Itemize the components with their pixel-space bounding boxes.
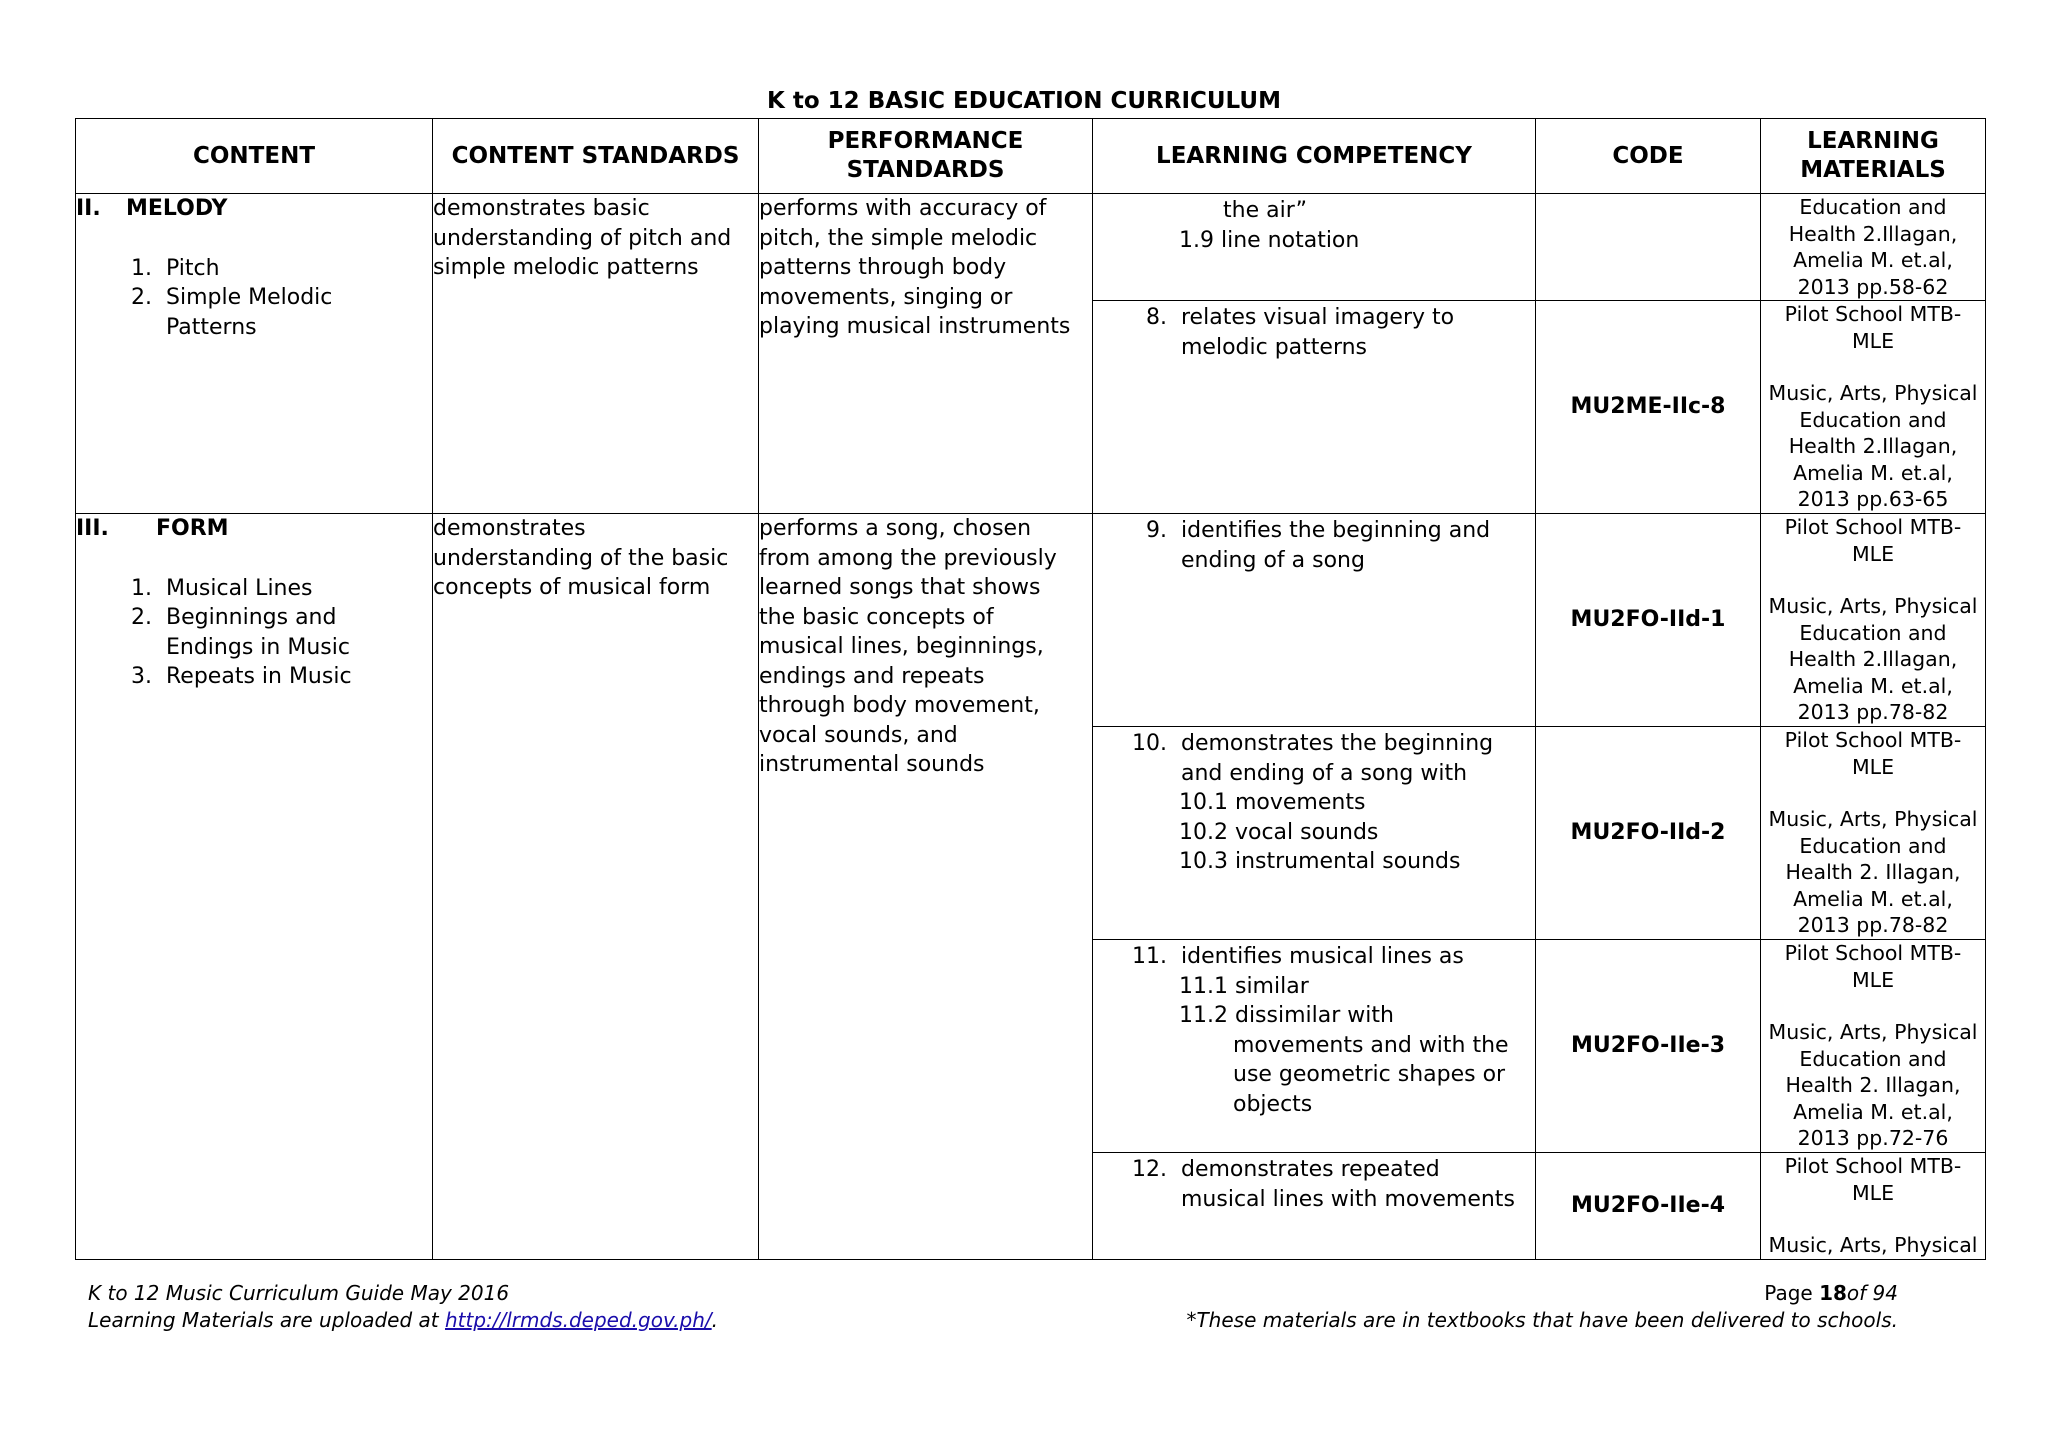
header-learning-competency: LEARNING COMPETENCY	[1093, 119, 1536, 194]
form-performance-standards: performs a song, chosen from among the previously learned songs that shows the basic concepts of musical lines, beginnings, endings and repeats through body movement, vocal sounds, and instrumental sounds	[759, 514, 1093, 1260]
document-title: K to 12 BASIC EDUCATION CURRICULUM	[767, 88, 1281, 114]
list-item: 1. Musical Lines	[131, 575, 313, 601]
competency-cell: the air” 1.9 line notation	[1093, 194, 1536, 301]
code-cell: MU2FO-IIe-4	[1536, 1153, 1761, 1260]
textbook-note: *These materials are in textbooks that have been delivered to schools.	[1186, 1308, 1898, 1332]
page-footer	[88, 1280, 1898, 1334]
list-item: Patterns	[166, 314, 257, 340]
header-row	[76, 119, 1986, 194]
list-item: 3. Repeats in Music	[131, 664, 352, 689]
competency-cell: 11. identifies musical lines as 11.1 similar 11.2 dissimilar with movements and with the use geometric shapes or objects	[1093, 940, 1536, 1153]
materials-cell: Pilot School MTB- MLE Music, Arts, Physical Education and Health 2. Illagan, Amelia M. et.al, 2013 pp.72-76	[1761, 940, 1986, 1153]
header-performance-standards	[759, 119, 1093, 194]
page-number: Page 18of 94	[1764, 1281, 1898, 1305]
curriculum-table	[75, 118, 1986, 1260]
materials-cell: Education and Health 2.Illagan, Amelia M. et.al, 2013 pp.58-62	[1761, 194, 1986, 301]
header-content: CONTENT	[76, 119, 433, 194]
code-cell: MU2FO-IIe-3	[1536, 940, 1761, 1153]
list-item: Endings in Music	[166, 634, 350, 660]
list-item: 2. Beginnings and	[131, 605, 337, 630]
competency-cell: 12. demonstrates repeated musical lines with movements	[1093, 1153, 1536, 1260]
lrmds-link[interactable]: http://lrmds.deped.gov.ph/	[444, 1308, 712, 1332]
materials-cell: Pilot School MTB- MLE Music, Arts, Physical	[1761, 1153, 1986, 1260]
melody-row-1	[76, 194, 1986, 301]
code-cell	[1536, 194, 1761, 301]
header-materials-line-1: LEARNING	[1807, 128, 1939, 154]
competency-cell: 9. identifies the beginning and ending of a song	[1093, 514, 1536, 727]
header-code: CODE	[1536, 119, 1761, 194]
melody-heading: II. MELODY	[76, 196, 228, 221]
list-item: 1. Pitch	[131, 255, 220, 281]
form-heading: III. FORM	[76, 516, 229, 541]
upload-note: Learning Materials are uploaded at http://lrmds.deped.gov.ph/.	[88, 1308, 719, 1332]
code-cell: MU2ME-IIc-8	[1536, 301, 1761, 514]
competency-cell: 8. relates visual imagery to melodic patterns	[1093, 301, 1536, 514]
header-content-standards: CONTENT STANDARDS	[433, 119, 759, 194]
form-content-cell	[76, 514, 433, 1260]
list-item: 2. Simple Melodic	[131, 285, 333, 310]
header-learning-materials	[1761, 119, 1986, 194]
form-content-standards: demonstrates understanding of the basic concepts of musical form	[433, 514, 759, 1260]
competency-cell: 10. demonstrates the beginning and ending of a song with 10.1 movements 10.2 vocal sounds 10.3 instrumental sounds	[1093, 727, 1536, 940]
header-performance-line-2: STANDARDS	[846, 157, 1005, 183]
header-materials-line-2: MATERIALS	[1800, 157, 1946, 183]
melody-content-cell	[76, 194, 433, 514]
header-performance-line-1: PERFORMANCE	[827, 128, 1024, 154]
code-cell: MU2FO-IId-1	[1536, 514, 1761, 727]
guide-title: K to 12 Music Curriculum Guide May 2016	[88, 1281, 510, 1305]
materials-cell: Pilot School MTB- MLE Music, Arts, Physical Education and Health 2. Illagan, Amelia M. et.al, 2013 pp.78-82	[1761, 727, 1986, 940]
form-row-9	[76, 514, 1986, 727]
materials-cell: Pilot School MTB- MLE Music, Arts, Physical Education and Health 2.Illagan, Amelia M. et.al, 2013 pp.78-82	[1761, 514, 1986, 727]
code-cell: MU2FO-IId-2	[1536, 727, 1761, 940]
materials-cell: Pilot School MTB- MLE Music, Arts, Physical Education and Health 2.Illagan, Amelia M. et.al, 2013 pp.63-65	[1761, 301, 1986, 514]
melody-content-standards: demonstrates basic understanding of pitch and simple melodic patterns	[433, 194, 759, 514]
melody-performance-standards: performs with accuracy of pitch, the simple melodic patterns through body movements, singing or playing musical instruments	[759, 194, 1093, 514]
